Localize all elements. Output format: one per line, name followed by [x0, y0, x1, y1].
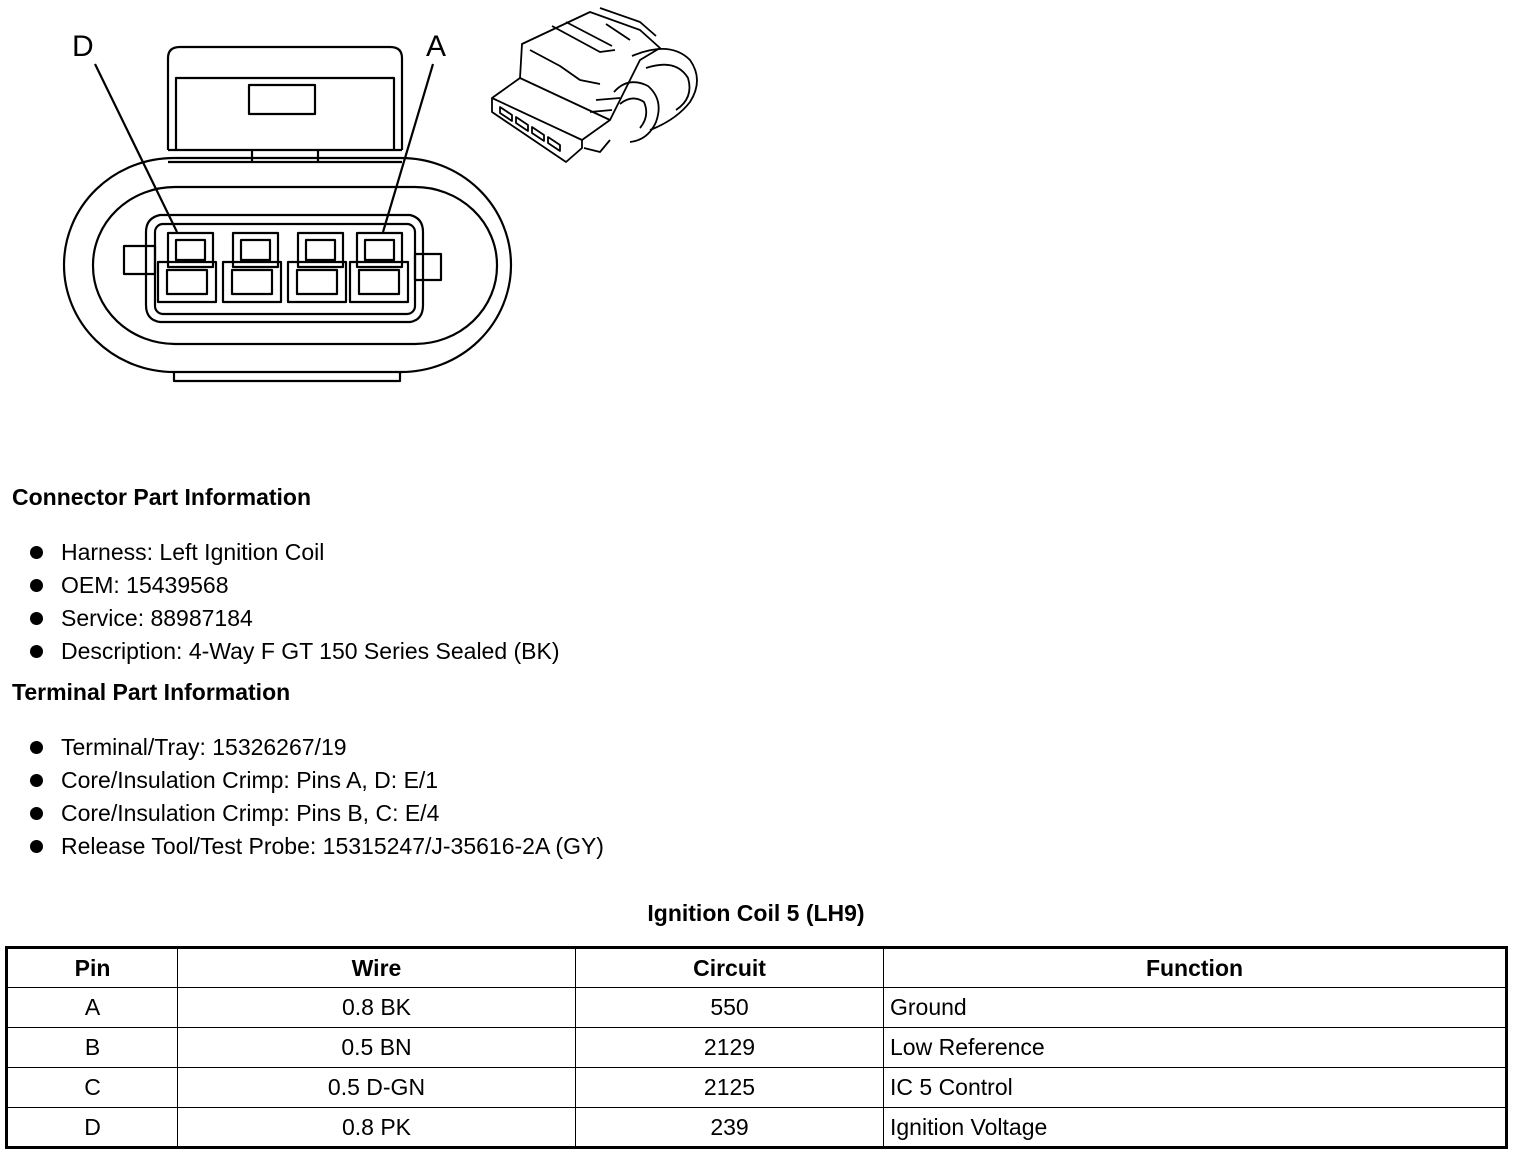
header-circuit: Circuit: [576, 948, 884, 988]
cell-pin: A: [7, 988, 178, 1028]
cell-circuit: 2129: [576, 1028, 884, 1068]
terminal-info-list: [30, 731, 604, 863]
connector-key-left: [124, 246, 155, 274]
connector-diagram: [0, 0, 760, 400]
cell-pin: C: [7, 1068, 178, 1108]
bullet-icon: [30, 579, 43, 592]
bullet-icon: [30, 645, 43, 658]
connector-info-list: [30, 536, 560, 668]
cell-wire: 0.8 PK: [178, 1108, 576, 1148]
list-item: Service: 88987184: [30, 602, 560, 635]
list-item: Harness: Left Ignition Coil: [30, 536, 560, 569]
cell-circuit: 239: [576, 1108, 884, 1148]
pin-table: [5, 946, 1508, 1149]
list-item: Terminal/Tray: 15326267/19: [30, 731, 604, 764]
cell-circuit: 550: [576, 988, 884, 1028]
connector-latch: [168, 47, 402, 150]
table-row: [7, 1108, 1507, 1148]
bullet-icon: [30, 612, 43, 625]
table-row: [7, 1068, 1507, 1108]
cell-function: Ignition Voltage: [884, 1108, 1507, 1148]
pin-label-d: D: [72, 30, 94, 63]
list-item: Core/Insulation Crimp: Pins A, D: E/1: [30, 764, 604, 797]
terminal-cavity-a: [350, 233, 408, 302]
terminal-info-heading: Terminal Part Information: [12, 679, 291, 705]
cell-wire: 0.5 D-GN: [178, 1068, 576, 1108]
cell-pin: D: [7, 1108, 178, 1148]
cell-function: IC 5 Control: [884, 1068, 1507, 1108]
bullet-icon: [30, 546, 43, 559]
table-row: [7, 1028, 1507, 1068]
table-row: [7, 988, 1507, 1028]
terminal-cavity-d: [158, 233, 216, 302]
cell-wire: 0.5 BN: [178, 1028, 576, 1068]
latch-window: [249, 85, 315, 114]
cell-wire: 0.8 BK: [178, 988, 576, 1028]
cell-function: Ground: [884, 988, 1507, 1028]
leader-line-a: [383, 64, 433, 232]
bullet-icon: [30, 741, 43, 754]
terminal-cavity-c: [223, 233, 281, 302]
pin-label-a: A: [426, 30, 447, 63]
list-item: Description: 4-Way F GT 150 Series Sealed (BK): [30, 635, 560, 668]
header-function: Function: [884, 948, 1507, 988]
connector-info-heading: Connector Part Information: [12, 484, 312, 510]
header-wire: Wire: [178, 948, 576, 988]
pin-table-title: Ignition Coil 5 (LH9): [647, 900, 865, 926]
connector-isometric-view: [492, 8, 697, 162]
cell-circuit: 2125: [576, 1068, 884, 1108]
list-item: Release Tool/Test Probe: 15315247/J-35616-2A (GY): [30, 830, 604, 863]
bullet-icon: [30, 807, 43, 820]
terminal-cavity-b: [288, 233, 346, 302]
cell-pin: B: [7, 1028, 178, 1068]
list-item: Core/Insulation Crimp: Pins B, C: E/4: [30, 797, 604, 830]
bullet-icon: [30, 774, 43, 787]
list-item: OEM: 15439568: [30, 569, 560, 602]
header-pin: Pin: [7, 948, 178, 988]
bullet-icon: [30, 840, 43, 853]
table-header-row: [7, 948, 1507, 988]
cell-function: Low Reference: [884, 1028, 1507, 1068]
connector-key-right: [415, 254, 441, 280]
leader-line-d: [95, 64, 177, 232]
